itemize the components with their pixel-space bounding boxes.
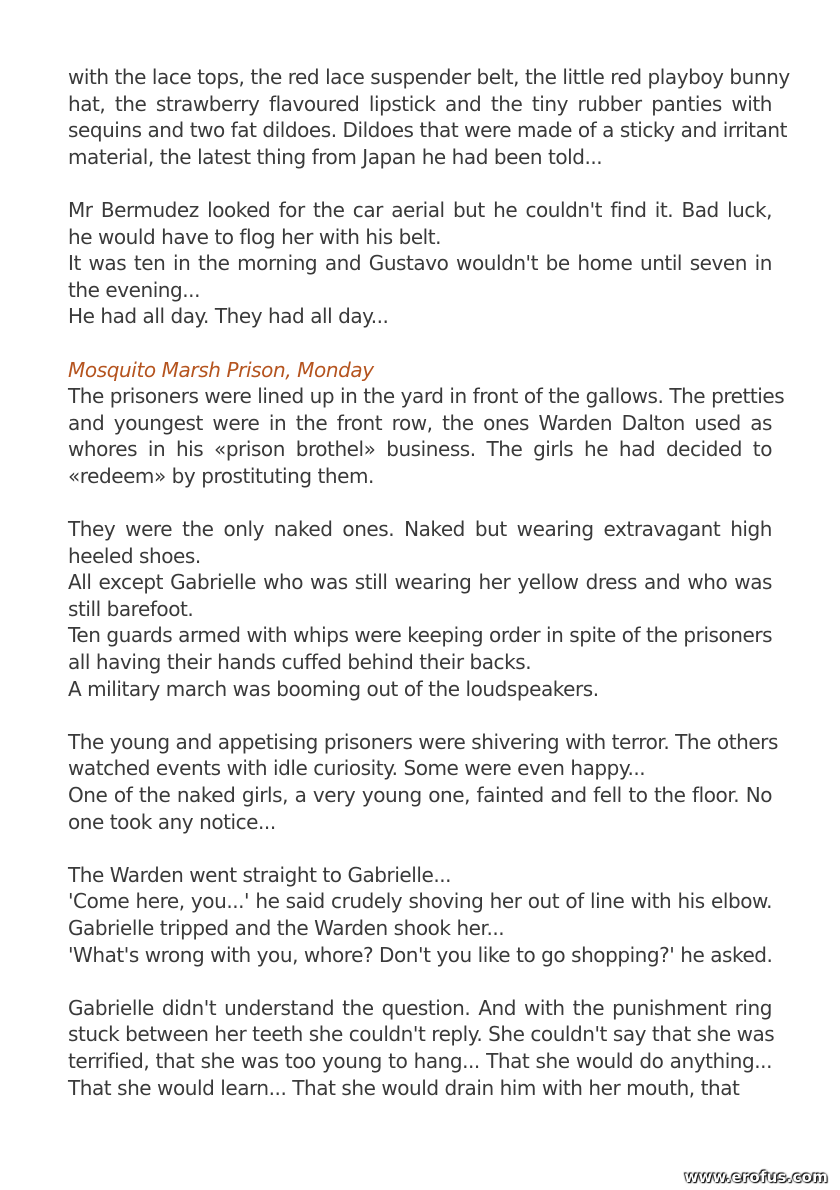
paragraph bbox=[68, 995, 775, 1101]
text-line: with the lace tops, the red lace suspender belt, the little red playboy bunny bbox=[68, 65, 790, 89]
paragraph bbox=[68, 197, 772, 330]
text-line: one took any notice... bbox=[68, 809, 276, 834]
text-line: A military march was booming out of the loudspeakers. bbox=[68, 676, 599, 701]
text-line: terrified, that she was too young to hang... That she would do anything... bbox=[68, 1048, 772, 1073]
text-line: Gabrielle didn't understand the question. And with the punishment ring bbox=[68, 995, 772, 1020]
text-line: hat, the strawberry flavoured lipstick and the tiny rubber panties with bbox=[68, 91, 772, 116]
text-line: and youngest were in the front row, the ones Warden Dalton used as bbox=[68, 410, 772, 435]
text-line: stuck between her teeth she couldn't reply. She couldn't say that she was bbox=[68, 1022, 775, 1047]
paragraph-spacer bbox=[68, 702, 772, 729]
paragraph-spacer bbox=[68, 968, 772, 995]
paragraph bbox=[68, 729, 778, 835]
text-line: he would have to flog her with his belt. bbox=[68, 224, 442, 249]
text-line: 'What's wrong with you, whore? Don't you like to go shopping?' he asked. bbox=[68, 942, 773, 967]
text-line: sequins and two fat dildoes. Dildoes that were made of a sticky and irritant bbox=[68, 118, 787, 143]
paragraph-spacer bbox=[68, 490, 772, 517]
text-line: It was ten in the morning and Gustavo wouldn't be home until seven in bbox=[68, 251, 772, 276]
paragraph bbox=[68, 64, 790, 170]
text-line: the evening... bbox=[68, 277, 201, 302]
text-line: The prisoners were lined up in the yard in front of the gallows. The pretties bbox=[68, 384, 785, 409]
paragraph bbox=[68, 516, 772, 702]
text-line: whores in his «prison brothel» business. The girls he had decided to bbox=[68, 437, 772, 462]
text-line: Mr Bermudez looked for the car aerial but he couldn't find it. Bad luck, bbox=[68, 197, 772, 222]
text-line: That she would learn... That she would drain him with her mouth, that bbox=[68, 1075, 740, 1100]
text-line: 'Come here, you...' he said crudely shoving her out of line with his elbow. bbox=[68, 889, 772, 914]
paragraph-spacer bbox=[68, 835, 772, 862]
section-heading: Mosquito Marsh Prison, Monday bbox=[68, 357, 374, 382]
text-line: All except Gabrielle who was still wearing her yellow dress and who was bbox=[68, 570, 772, 595]
paragraph-spacer bbox=[68, 170, 772, 197]
paragraph bbox=[68, 383, 785, 489]
text-line: One of the naked girls, a very young one, fainted and fell to the floor. No bbox=[68, 783, 772, 808]
text-line: heeled shoes. bbox=[68, 543, 201, 568]
text-line: The Warden went straight to Gabrielle... bbox=[68, 862, 452, 887]
text-line: The young and appetising prisoners were shivering with terror. The others bbox=[68, 729, 778, 754]
text-line: Gabrielle tripped and the Warden shook her... bbox=[68, 916, 505, 940]
document-body bbox=[68, 64, 790, 1101]
text-line: He had all day. They had all day... bbox=[68, 304, 389, 329]
paragraph-spacer bbox=[68, 330, 772, 357]
text-line: «redeem» by prostituting them. bbox=[68, 463, 374, 488]
text-line: Ten guards armed with whips were keeping order in spite of the prisoners bbox=[68, 623, 773, 648]
text-line: all having their hands cuffed behind their backs. bbox=[68, 650, 532, 675]
site-watermark: www.erofus.com bbox=[684, 1168, 828, 1186]
text-line: material, the latest thing from Japan he had been told... bbox=[68, 144, 603, 169]
text-line: still barefoot. bbox=[68, 596, 194, 621]
text-line: watched events with idle curiosity. Some were even happy... bbox=[68, 756, 646, 781]
document-page bbox=[68, 64, 790, 1101]
paragraph bbox=[68, 862, 772, 968]
text-line: They were the only naked ones. Naked but wearing extravagant high bbox=[68, 517, 772, 542]
